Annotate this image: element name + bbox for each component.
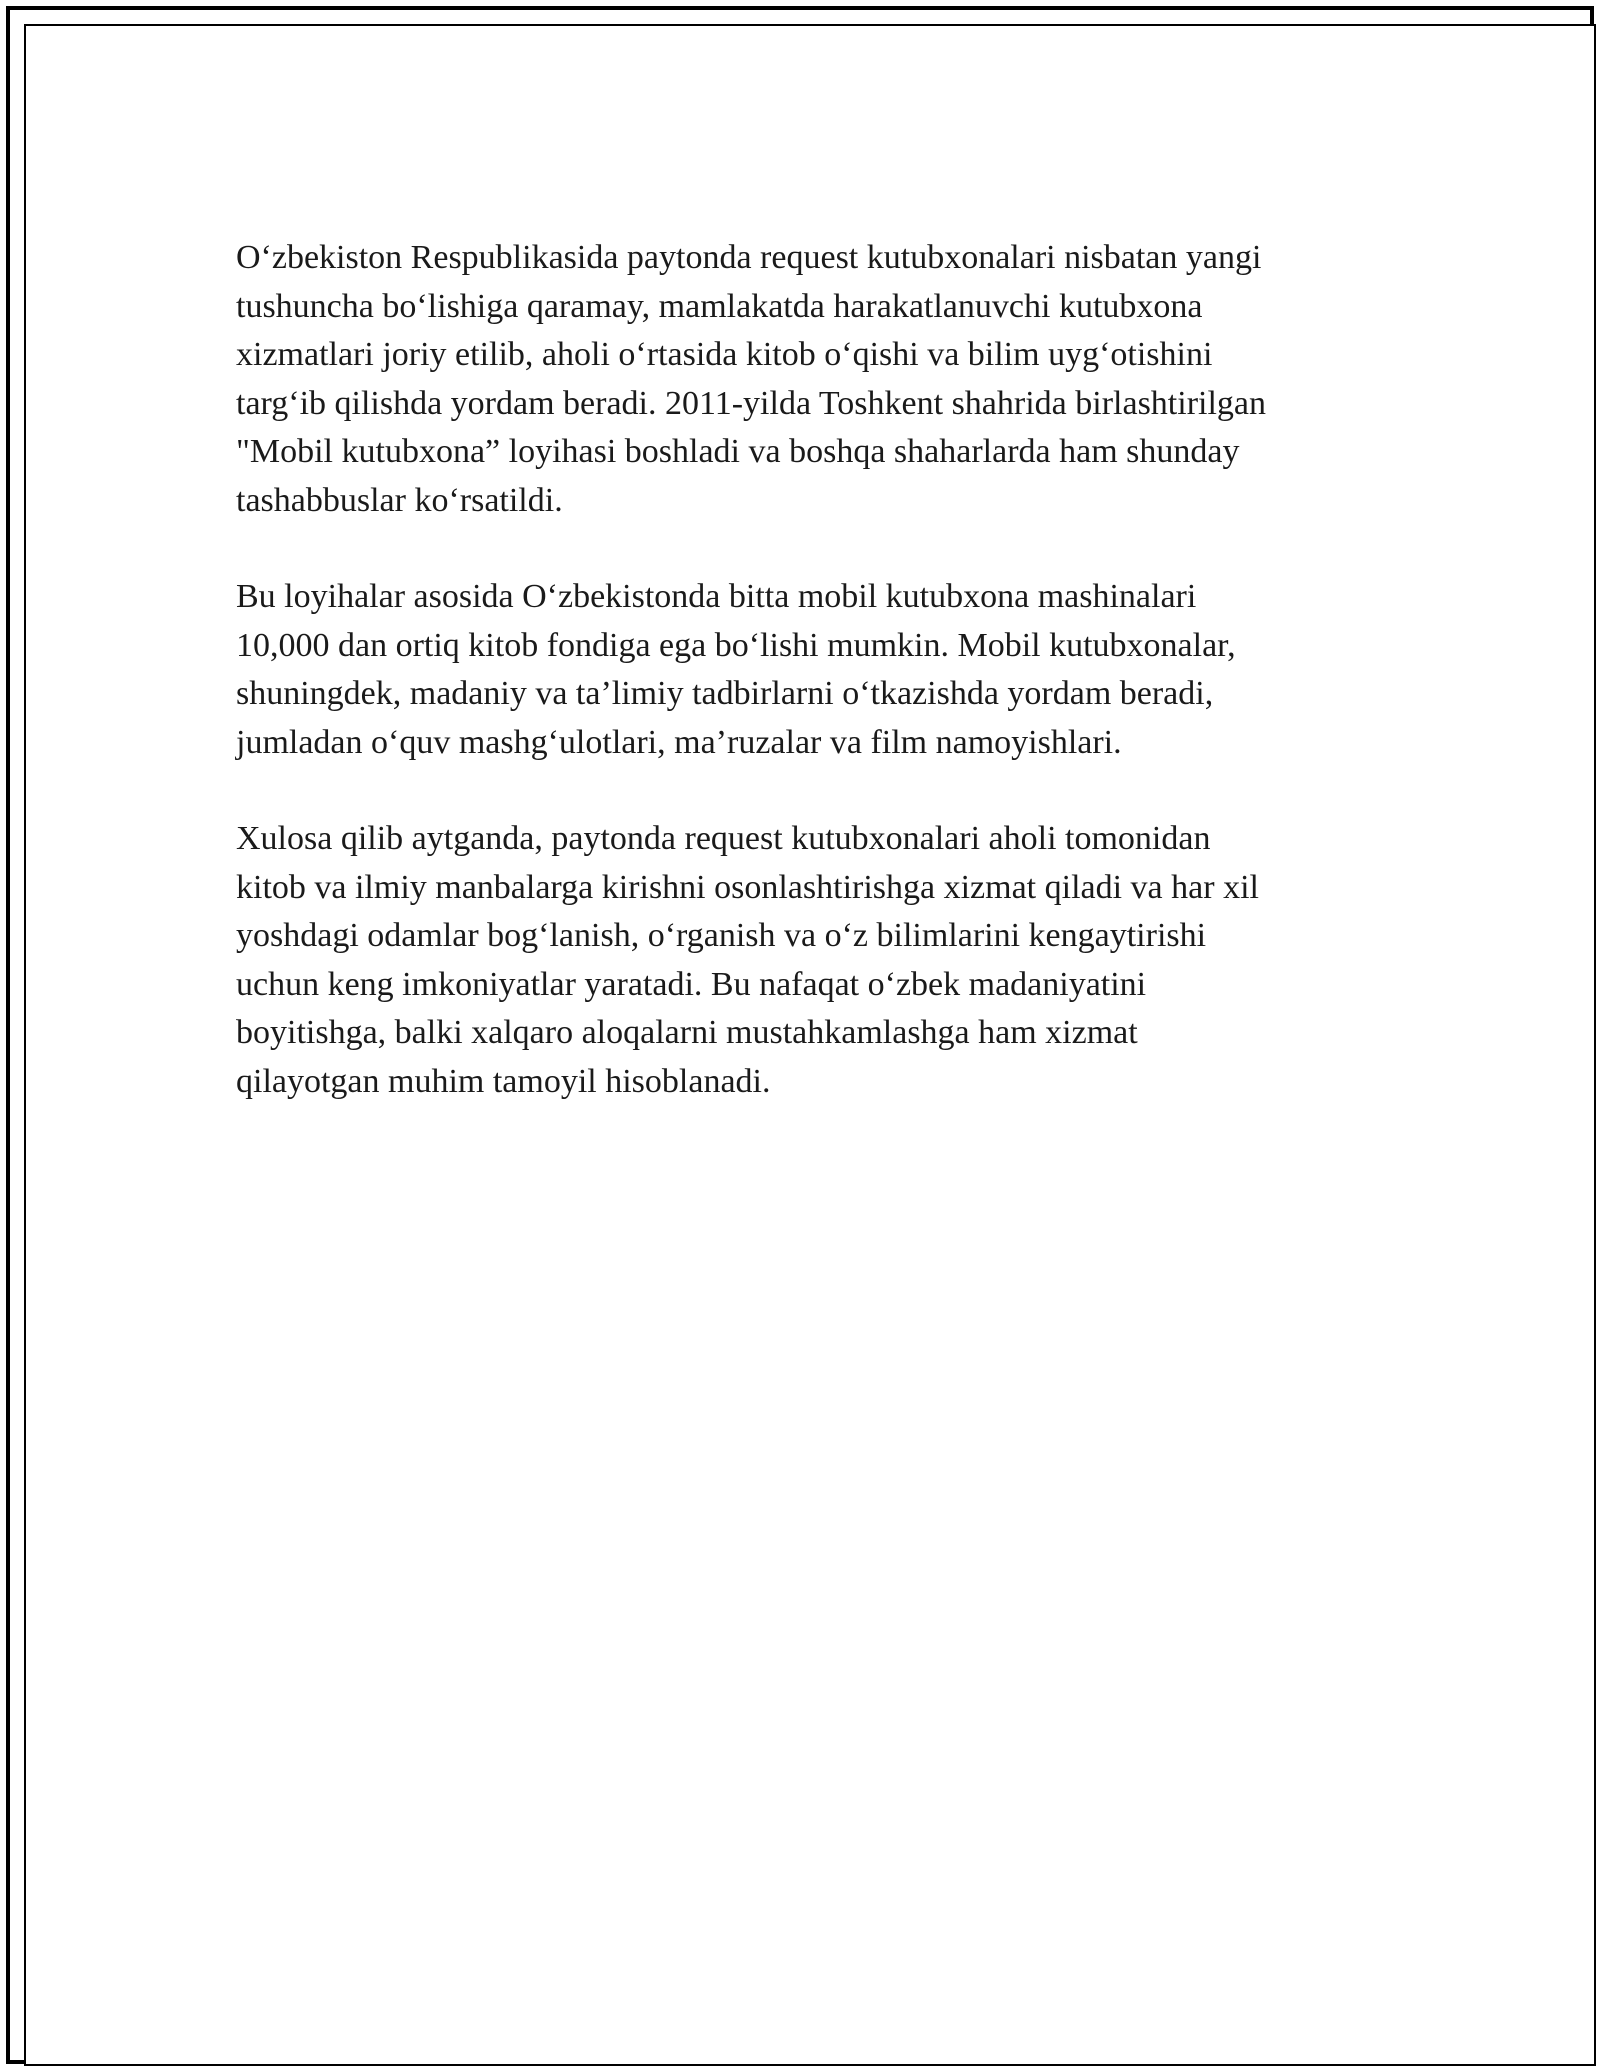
document-body — [236, 234, 1376, 1154]
paragraph-mobile-libraries: Bu loyihalar asosida O‘zbekistonda bitta mobil kutubxona mashinalari 10,000 dan ortiq kitob fondiga ega bo‘lishi mumkin. Mobil kutubxonalar, shuningdek, madaniy va ta’limiy tadbirlarni o‘tkazishda yordam beradi, jumladan o‘quv mashg‘ulotlari, ma’ruzalar va film namoyishlari. — [236, 578, 1236, 761]
paragraph-intro: O‘zbekiston Respublikasida paytonda request kutubxonalari nisbatan yangi tushuncha bo‘lishiga qaramay, mamlakatda harakatlanuvchi kutubxona xizmatlari joriy etilib, aholi o‘rtasida kitob o‘qishi va bilim uyg‘otishini targ‘ib qilishda yordam beradi. 2011-yilda Toshkent shahrida birlashtirilgan "Mobil kutubxona” loyihasi boshladi va boshqa shaharlarda ham shunday tashabbuslar ko‘rsatildi. — [236, 239, 1266, 519]
paragraph-conclusion: Xulosa qilib aytganda, paytonda request kutubxonalari aholi tomonidan kitob va ilmiy manbalarga kirishni osonlashtirishga xizmat qiladi va har xil yoshdagi odamlar bog‘lanish, o‘rganish va o‘z bilimlarini kengaytirishi uchun keng imkoniyatlar yaratadi. Bu nafaqat o‘zbek madaniyatini boyitishga, balki xalqaro aloqalarni mustahkamlashga ham xizmat qilayotgan muhim tamoyil hisoblanadi. — [236, 820, 1259, 1100]
